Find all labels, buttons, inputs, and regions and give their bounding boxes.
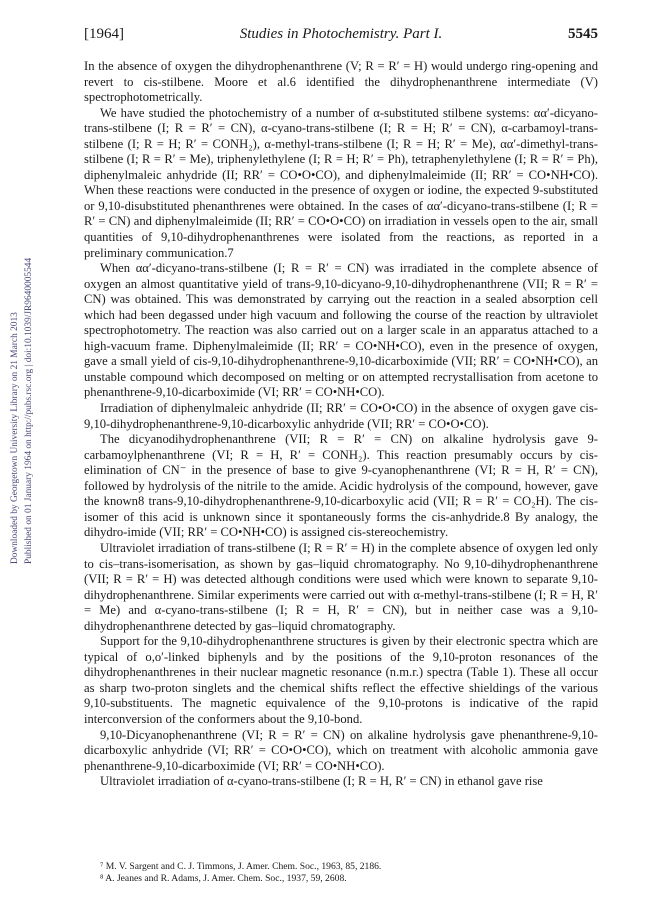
page-number: 5545 [568, 26, 598, 42]
header-title: Studies in Photochemistry. Part I. [239, 26, 443, 42]
paragraph: Support for the 9,10-dihydrophenanthrene structures is given by their electronic spectra which are typical of o,o′-linked biphenyls and by the positions of the 9,10-proton resonances of the dihydrophenanthrenes in their nuclear magnetic resonance (n.m.r.) spectra (Table 1). These all occur as sharp two-proton singlets and the chemical shifts reflect the effective shieldings of the various 9,10-substituents. The magnetic equivalence of the 9,10-protons is indicative of the rapid interconversion of the conformers about the 9,10-bond. [84, 634, 598, 726]
paragraph: 9,10-Dicyanophenanthrene (VI; R = R′ = CN) on alkaline hydrolysis gave phenanthrene-9,10-dicarboxylic anhydride (VI; RR′ = CO•O•CO), which on treatment with alcoholic ammonia gave phenanthrene-9,10-dicarboximide (VI; RR′ = CO•NH•CO). [84, 727, 598, 773]
paragraph: Ultraviolet irradiation of trans-stilbene (I; R = R′ = H) in the complete absence of oxygen led only to cis–trans-isomerisation, as shown by gas–liquid chromatography. No 9,10-dihydrophenanthrene (VII; R = R′ = H) was detected although conditions were used which were known to separate 9,10-dihydrophenanthrene. Similar experiments were carried out with α-methyl-trans-stilbene (I; R = H, R′ = Me) and α-cyano-trans-stilbene (I; R = H, R′ = CN), but in neither case was a 9,10-dihydrophenanthrene detected by gas–liquid chromatography. [84, 540, 598, 633]
paragraph: Irradiation of diphenylmaleic anhydride (II; RR′ = CO•O•CO) in the absence of oxygen gave cis-9,10-dihydrophenanthrene-9,10-dicarboxylic anhydride (VII; RR′ = CO•O•CO). [84, 401, 598, 431]
paragraph: The dicyanodihydrophenanthrene (VII; R = R′ = CN) on alkaline hydrolysis gave 9-carbamoylphenanthrene (VI; R = H, R′ = CONH₂). This reaction presumably occurs by cis-elimination of CN⁻ in the presence of base to give 9-cyanophenanthrene (VI; R = H, R′ = CN), followed by hydrolysis of the nitrile to the amide. Acidic hydrolysis of the compound, however, gave the known8 trans-9,10-dihydrophenanthrene-9,10-dicarboxylic acid (VII; R = R′ = CO₂H). The cis-isomer of this acid is unknown since it spontaneously forms the cis-anhydride.8 By analogy, the dihydro-imide (VII; RR′ = CO•NH•CO) is assigned cis-stereochemistry. [84, 432, 598, 540]
download-notice [2, 150, 38, 570]
running-header [84, 26, 598, 46]
paragraph: Ultraviolet irradiation of α-cyano-trans-stilbene (I; R = H, R′ = CN) in ethanol gave rise [100, 774, 543, 789]
paragraph: When αα′-dicyano-trans-stilbene (I; R = R′ = CN) was irradiated in the complete absence of oxygen an almost quantitative yield of trans-9,10-dicyano-9,10-dihydrophenanthrene (VII; R = R′ = CN) was obtained. This was demonstrated by carrying out the reaction in a sealed absorption cell which had been degassed under high vacuum and following the course of the reaction by ultraviolet spectrophotometry. The reaction was also carried out on a larger scale in an apparatus attached to a high-vacuum frame. Diphenylmaleimide (II; RR′ = CO•NH•CO), even in the presence of oxygen, gave a small yield of cis-9,10-dihydrophenanthrene-9,10-dicarboximide (VII; RR′ = CO•NH•CO), an unstable compound which decomposed on melting or on attempted recrystallisation from acetone to phenanthrene-9,10-dicarboximide (VI; RR′ = CO•NH•CO). [84, 261, 598, 400]
footnote: ⁸ A. Jeanes and R. Adams, J. Amer. Chem. Soc., 1937, 59, 2608. [100, 873, 347, 884]
header-year: [1964] [84, 26, 124, 42]
footnote: ⁷ M. V. Sargent and C. J. Timmons, J. Amer. Chem. Soc., 1963, 85, 2186. [100, 861, 382, 872]
publication-notice-line[interactable]: Published on 01 January 1964 on http://pubs.rsc.org | doi:10.1039/JR9640005544 [24, 257, 34, 564]
download-notice-line[interactable]: Downloaded by Georgetown University Library on 21 March 2013 [10, 312, 20, 564]
footnotes [84, 861, 598, 885]
paragraph: We have studied the photochemistry of a number of α-substituted stilbene systems: αα′-dicyano-trans-stilbene (I; R = R′ = CN), α-cyano-trans-stilbene (I; R = H; R′ = CN), α-carbamoyl-trans-stilbene (I; R = H; R′ = CONH₂), α-methyl-trans-stilbene (I; R = H; R′ = Me), αα′-dimethyl-trans-stilbene (I; R = R′ = Me), triphenylethylene (I; R = H; R′ = Ph), tetraphenylethylene (I; R = R′ = Ph), diphenylmaleic anhydride (II; RR′ = CO•O•CO), and diphenylmaleimide (II; RR′ = CO•NH•CO). When these reactions were conducted in the presence of oxygen or iodine, the expected 9-substituted or 9,10-disubstituted phenanthrenes were obtained. In the cases of αα′-dicyano-trans-stilbene (I; R = R′ = CN) and diphenylmaleimide (II; RR′ = CO•O•CO) on irradiation in vessels open to the air, small quantities of 9,10-dihydrophenanthrenes were isolated from the reactions, as reported in a preliminary communication.7 [84, 105, 598, 260]
paragraph: In the absence of oxygen the dihydrophenanthrene (V; R = R′ = H) would undergo ring-opening and revert to cis-stilbene. Moore et al.6 identified the dihydrophenanthrene intermediate (V) spectrophotometrically. [84, 59, 598, 105]
article-body [84, 59, 598, 790]
